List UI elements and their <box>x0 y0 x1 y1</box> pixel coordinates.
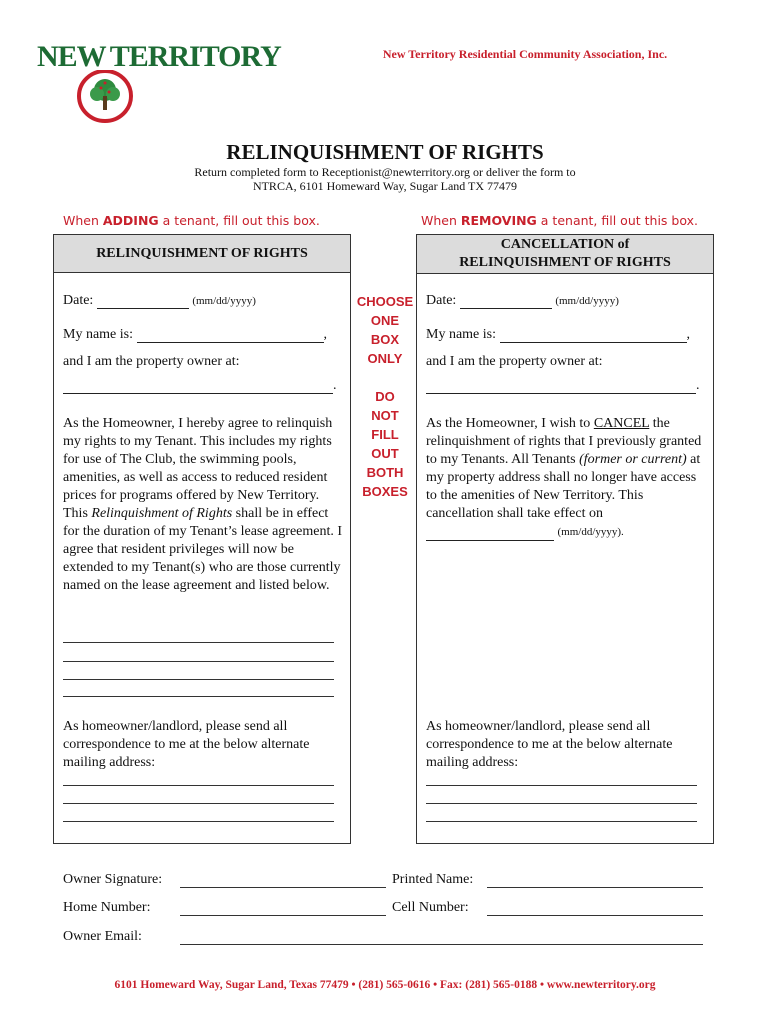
agreement-italic: Relinquishment of Rights <box>91 506 233 521</box>
left-date-label: Date: <box>63 293 94 308</box>
cancellation-text <box>426 415 708 541</box>
printed-name-field[interactable] <box>487 887 703 888</box>
cancel-part-1: As the Homeowner, I wish to <box>426 416 594 431</box>
cancellation-heading-line-2: RELINQUISHMENT OF RIGHTS <box>459 255 671 270</box>
right-mail-line-1[interactable] <box>426 785 697 786</box>
left-mail-line-2[interactable] <box>63 803 334 804</box>
cancellation-heading-line-1: CANCELLATION of <box>500 237 630 252</box>
owner-email-label: Owner Email: <box>63 929 142 944</box>
effective-date-field[interactable] <box>426 526 554 541</box>
page-title: RELINQUISHMENT OF RIGHTS <box>226 140 544 164</box>
left-mail-line-3[interactable] <box>63 821 334 822</box>
home-number-label: Home Number: <box>63 900 151 915</box>
cell-number-field[interactable] <box>487 915 703 916</box>
choose-word-4: ONLY <box>367 351 403 366</box>
subtitle <box>0 165 770 193</box>
right-address-row: . <box>426 378 700 394</box>
left-mail-line-1[interactable] <box>63 785 334 786</box>
right-date-format: (mm/dd/yyyy) <box>555 295 619 307</box>
tenant-line-4[interactable] <box>63 696 334 697</box>
printed-name-label: Printed Name: <box>392 872 474 887</box>
cancel-italic: (former or current) <box>579 452 687 467</box>
agreement-part-1: As the Homeowner, I hereby agree to relinquish my rights to my Tenant. This includes my rights for use of The Club, the swimming pools, amenities, as well as access to reduced resident prices for programs offered by New Territory. This <box>63 416 333 521</box>
donot-word-4: OUT <box>371 446 399 461</box>
hint-removing-emph: REMOVING <box>460 213 537 228</box>
right-owner-label: and I am the property owner at: <box>426 354 603 369</box>
left-correspondence-text: As homeowner/landlord, please send all correspondence to me at the below alternate mailing address: <box>63 719 310 770</box>
left-name-field[interactable] <box>137 328 324 343</box>
left-address-field[interactable] <box>63 379 333 394</box>
donot-word-2: NOT <box>371 408 399 423</box>
subtitle-line-2: NTRCA, 6101 Homeward Way, Sugar Land TX 77479 <box>252 179 518 193</box>
logo-new-text: NEW <box>37 40 106 73</box>
right-name-row: My name is: , <box>426 327 690 342</box>
agreement-part-2: shall be in effect for the duration of my Tenant’s lease agreement. I agree that resident privileges will now be extended to my Tenant(s) who are those currently named on the lease agreement and listed below. <box>63 506 343 593</box>
left-date-format: (mm/dd/yyyy) <box>192 295 256 307</box>
agreement-text <box>63 415 345 595</box>
donot-word-3: FILL <box>371 427 399 442</box>
relinquishment-heading: RELINQUISHMENT OF RIGHTS <box>54 235 350 273</box>
do-not-fill-note <box>352 387 418 501</box>
donot-word-1: DO <box>375 389 395 404</box>
logo-territory-text: TERRITORY <box>109 40 281 73</box>
choose-word-2: ONE <box>370 313 400 328</box>
hint-adding-emph: ADDING <box>102 213 159 228</box>
tenant-line-1[interactable] <box>63 642 334 643</box>
subtitle-line-1: Return completed form to Receptionist@newterritory.org or deliver the form to <box>194 165 576 179</box>
cancel-part-2: the relinquishment of rights that I previously granted to my Tenants. All Tenants <box>426 416 702 467</box>
hint-removing <box>421 213 698 228</box>
association-name: New Territory Residential Community Association, Inc. <box>382 47 668 61</box>
left-date-row <box>63 293 256 309</box>
hint-adding-prefix: When <box>63 213 103 228</box>
owner-signature-label: Owner Signature: <box>63 872 163 887</box>
effective-date-format: (mm/dd/yyyy). <box>557 526 624 538</box>
right-address-field[interactable] <box>426 379 696 394</box>
left-date-field[interactable] <box>97 294 189 309</box>
left-address-row: . <box>63 378 337 394</box>
tenant-line-3[interactable] <box>63 679 334 680</box>
footer-contact: 6101 Homeward Way, Sugar Land, Texas 77479 • (281) 565-0616 • Fax: (281) 565-0188 • www.newterritory.org <box>114 979 656 991</box>
home-number-field[interactable] <box>180 915 386 916</box>
hint-adding <box>63 213 320 228</box>
left-name-row: My name is: , <box>63 327 327 342</box>
tenant-line-2[interactable] <box>63 661 334 662</box>
cell-number-label: Cell Number: <box>392 900 469 915</box>
choose-one-note <box>352 292 418 368</box>
choose-word-3: BOX <box>370 332 400 347</box>
tree-seal-icon <box>75 70 135 126</box>
right-mail-line-3[interactable] <box>426 821 697 822</box>
hint-removing-suffix: a tenant, fill out this box. <box>536 213 698 228</box>
right-correspondence-text: As homeowner/landlord, please send all correspondence to me at the below alternate mailing address: <box>426 719 673 770</box>
choose-word-1: CHOOSE <box>356 294 414 309</box>
right-date-row <box>426 293 619 309</box>
right-date-field[interactable] <box>460 294 552 309</box>
right-name-field[interactable] <box>500 328 687 343</box>
left-name-label: My name is: <box>63 327 133 342</box>
right-date-label: Date: <box>426 293 457 308</box>
hint-removing-prefix: When <box>421 213 461 228</box>
donot-word-6: BOXES <box>362 484 408 499</box>
cancel-part-3: at my property address shall no longer have access to the amenities of New Territory. This cancellation shall take effect on <box>426 452 701 521</box>
right-name-label: My name is: <box>426 327 496 342</box>
donot-word-5: BOTH <box>366 465 404 480</box>
hint-adding-suffix: a tenant, fill out this box. <box>158 213 320 228</box>
owner-signature-field[interactable] <box>180 887 386 888</box>
cancel-word: CANCEL <box>593 416 650 431</box>
right-mail-line-2[interactable] <box>426 803 697 804</box>
logo-wordmark <box>37 40 281 74</box>
cancellation-heading <box>417 235 713 274</box>
left-owner-label: and I am the property owner at: <box>63 354 240 369</box>
owner-email-field[interactable] <box>180 944 703 945</box>
